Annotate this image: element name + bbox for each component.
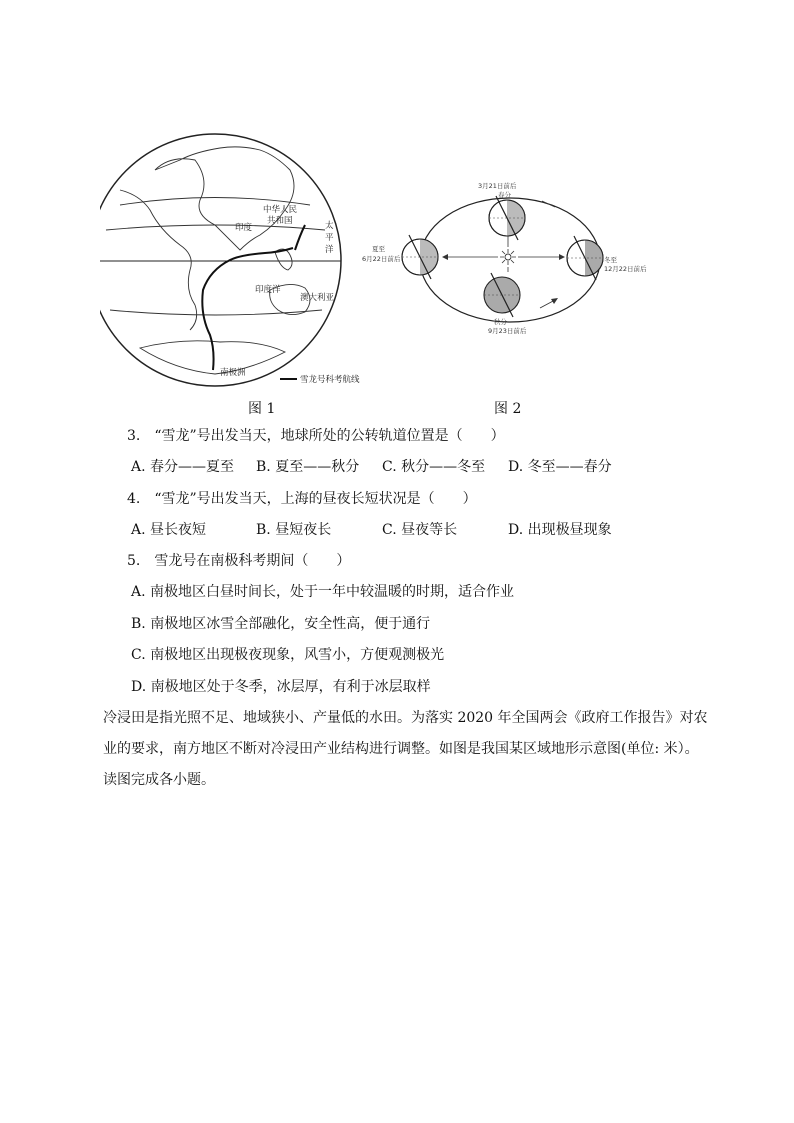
figure-2-orbit (362, 181, 647, 335)
q4-option-b[interactable]: B. 昼短夜长 (256, 522, 332, 538)
figure-2-caption: 图 2 (494, 401, 522, 417)
winter-name-label: 冬至 (604, 256, 617, 264)
autumn-date-label: 9月23日前后 (488, 327, 527, 335)
winter-date-label: 12月22日前后 (604, 265, 647, 273)
figure-1-caption: 图 1 (248, 401, 276, 417)
question-5-stem: 5. 雪龙号在南极科考期间（ ） (127, 553, 351, 569)
figures (100, 130, 700, 430)
autumn-name-label: 秋分 (494, 318, 507, 326)
antarctica-label: 南极洲 (220, 368, 246, 378)
q3-option-a[interactable]: A. 春分——夏至 (131, 459, 235, 475)
question-3-stem: 3. “雪龙”号出发当天，地球所处的公转轨道位置是（ ） (127, 428, 505, 444)
summer-date-label: 6月22日前后 (362, 255, 401, 263)
australia-label: 澳大利亚 (300, 293, 335, 303)
q4-option-d[interactable]: D. 出现极昼现象 (508, 522, 612, 538)
pacific-label (325, 220, 334, 255)
earth-spring (489, 196, 525, 240)
china-label-2: 共和国 (267, 216, 293, 226)
figure-1-globe (100, 134, 360, 386)
q5-option-d[interactable]: D. 南极地区处于冬季，冰层厚，有利于冰层取样 (131, 679, 431, 695)
svg-text:洋: 洋 (325, 245, 334, 255)
passage-line-1: 冷浸田是指光照不足、地域狭小、产量低的水田。为落实 2020 年全国两会《政府工作报告》对农 (103, 710, 708, 726)
spring-name-label: 春分 (498, 191, 511, 199)
q4-option-a[interactable]: A. 昼长夜短 (131, 522, 207, 538)
summer-name-label: 夏至 (372, 245, 385, 253)
q4-option-c[interactable]: C. 昼夜等长 (382, 522, 458, 538)
q3-option-c[interactable]: C. 秋分——冬至 (382, 459, 486, 475)
indian-ocean-label: 印度洋 (255, 285, 281, 295)
sun-icon (500, 249, 516, 265)
earth-autumn (484, 273, 520, 317)
q5-option-c[interactable]: C. 南极地区出现极夜现象，风雪小，方便观测极光 (131, 647, 445, 663)
q3-option-d[interactable]: D. 冬至——春分 (508, 459, 612, 475)
svg-text:太: 太 (325, 221, 334, 231)
passage-line-2: 业的要求，南方地区不断对冷浸田产业结构进行调整。如图是我国某区域地形示意图(单位: 米）。 (103, 741, 699, 757)
svg-text:平: 平 (325, 233, 334, 243)
earth-summer (402, 235, 438, 279)
question-4-stem: 4. “雪龙”号出发当天，上海的昼夜长短状况是（ ） (127, 491, 477, 507)
route-legend: 雪龙号科考航线 (300, 375, 360, 385)
india-label: 印度 (235, 223, 253, 233)
q5-option-a[interactable]: A. 南极地区白昼时间长，处于一年中较温暖的时期，适合作业 (131, 584, 515, 600)
china-label-1: 中华人民 (263, 205, 298, 215)
spring-date-label: 3月21日前后 (478, 182, 517, 190)
passage-line-3: 读图完成各小题。 (103, 772, 215, 788)
q3-option-b[interactable]: B. 夏至——秋分 (256, 459, 360, 475)
q5-option-b[interactable]: B. 南极地区冰雪全部融化，安全性高，便于通行 (131, 616, 431, 632)
